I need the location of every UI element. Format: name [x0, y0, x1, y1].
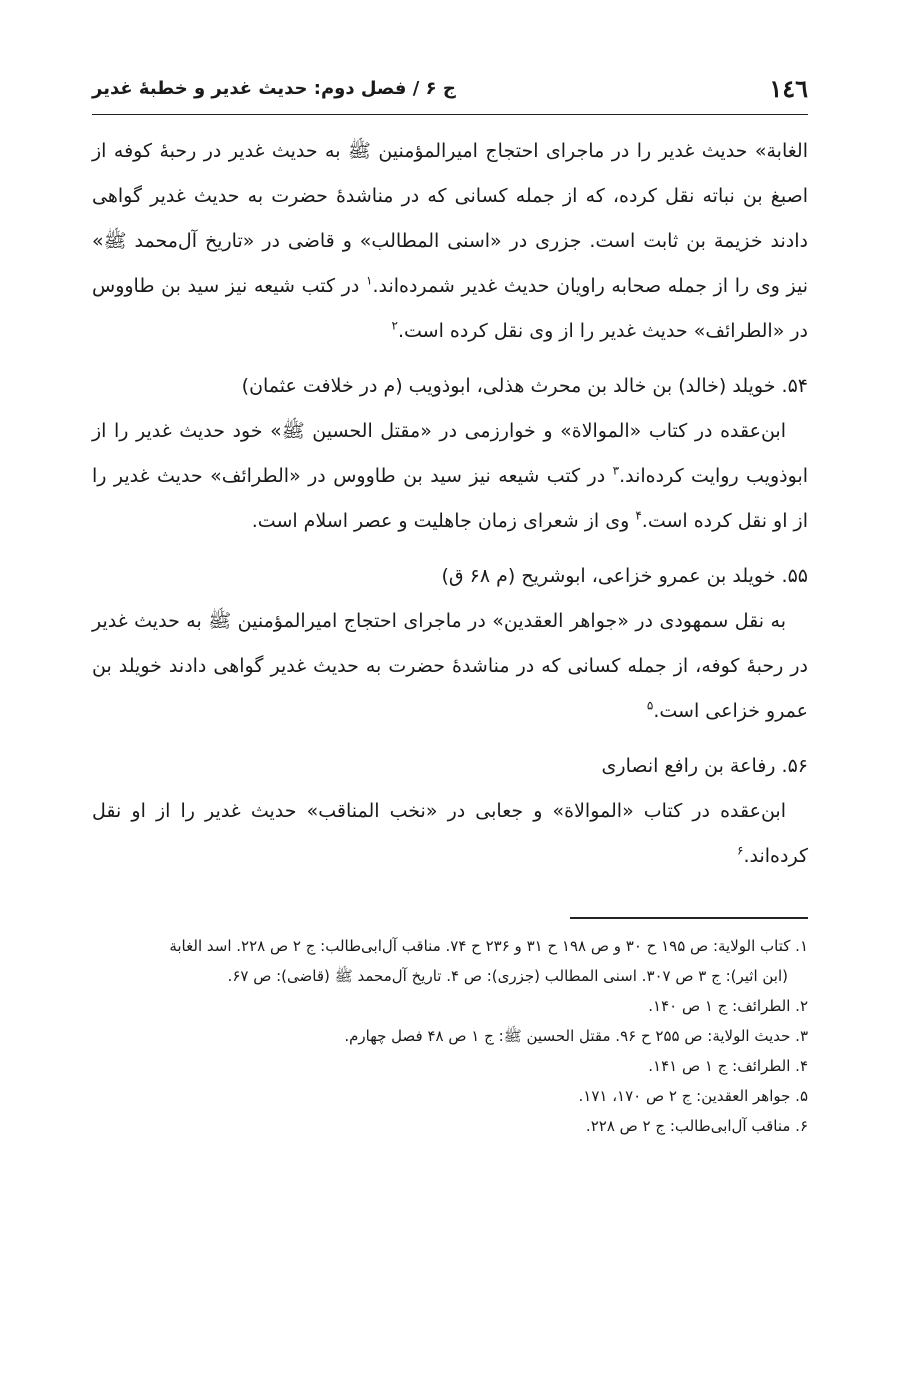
section-title: ۵۵. خویلد بن عمرو خزاعی، ابوشریح (م ۶۸ ق)	[441, 565, 808, 587]
paragraph-text: ابن‌عقده در کتاب «الموالاة» و جعابی در «نخب المناقب» حدیث غدیر را از او نقل کرده‌اند.	[92, 800, 808, 867]
footnote-1: ۱. کتاب الولایة: ص ۱۹۵ ح ۳۰ و ص ۱۹۸ ح ۳۱ و ۲۳۶ ح ۷۴. مناقب آل‌ابی‌طالب: ج ۲ ص ۲۲۸. اسد الغابة	[169, 937, 808, 955]
paragraph-text: در کتب شیعه نیز سید بن طاووس در «الطرائف» حدیث غدیر را از وی نقل کرده است.	[92, 275, 808, 342]
footnote-ref[interactable]: ۴	[635, 508, 642, 523]
footnote-4: ۴. الطرائف: ج ۱ ص ۱۴۱.	[648, 1057, 808, 1075]
page-header	[92, 68, 808, 115]
footnotes	[92, 931, 808, 1141]
section-title: ۵۶. رفاعة بن رافع انصاری	[601, 755, 808, 777]
section-paragraph	[92, 789, 808, 879]
section-54	[92, 364, 808, 544]
paragraph-text: وی از شعرای زمان جاهلیت و عصر اسلام است.	[251, 510, 630, 532]
section-title: ۵۴. خویلد (خالد) بن خالد بن محرث هذلی، ابوذویب (م در خلافت عثمان)	[241, 375, 808, 397]
book-page	[92, 68, 808, 1141]
paragraph-text: ابن‌عقده در کتاب «الموالاة» و خوارزمی در «مقتل الحسین ﷺ» خود حدیث غدیر را از ابوذویب روایت کرده‌اند.	[92, 420, 809, 487]
main-text	[92, 129, 808, 879]
footnote-ref[interactable]: ۵	[646, 698, 654, 713]
footnote-ref[interactable]: ۱	[365, 273, 373, 288]
page-number: ۱٤٦	[769, 74, 808, 103]
footnote-ref[interactable]: ۲	[391, 318, 398, 333]
footnote-1-continued: (ابن اثیر): ج ۳ ص ۳۰۷. اسنی المطالب (جزری): ص ۴. تاریخ آل‌محمد ﷺ (قاضی): ص ۶۷.	[227, 967, 788, 985]
footnote-3: ۳. حدیث الولایة: ص ۲۵۵ ح ۹۶. مقتل الحسین ﷺ: ج ۱ ص ۴۸ فصل چهارم.	[344, 1027, 808, 1045]
footnote-ref[interactable]: ۶	[737, 843, 744, 858]
footnote-2: ۲. الطرائف: ج ۱ ص ۱۴۰.	[648, 997, 808, 1015]
footnote-ref[interactable]: ۳	[612, 463, 620, 478]
section-55	[92, 554, 808, 734]
footnote-separator	[570, 917, 808, 919]
section-paragraph	[92, 409, 808, 544]
paragraph-text: در کتب شیعه نیز سید بن طاووس در «الطرائف» حدیث غدیر را از او نقل کرده است.	[92, 465, 808, 532]
paragraph-text: به نقل سمهودی در «جواهر العقدین» در ماجرای احتجاج امیرالمؤمنین ﷺ به حدیث غدیر در رحبهٔ کوفه، از جمله کسانی که در مناشدهٔ حضرت به حدیث غدیر گواهی دادند خویلد بن عمرو خزاعی است.	[92, 610, 808, 722]
intro-paragraph	[92, 129, 808, 354]
footnote-6: ۶. مناقب آل‌ابی‌طالب: ج ۲ ص ۲۲۸.	[585, 1117, 808, 1135]
section-56	[92, 744, 808, 879]
running-title: ج ۶ / فصل دوم: حدیث غدیر و خطبهٔ غدیر	[92, 78, 456, 99]
section-paragraph	[92, 599, 808, 734]
footnote-5: ۵. جواهر العقدین: ج ۲ ص ۱۷۰، ۱۷۱.	[578, 1087, 808, 1105]
paragraph-text: الغابة» حدیث غدیر را در ماجرای احتجاج امیرالمؤمنین ﷺ به حدیث غدیر در رحبهٔ کوفه از اصبغ بن نباته نقل کرده، که از جمله کسانی که در مناشدهٔ حضرت به حدیث غدیر گواهی دادند خزیمة بن ثابت است. جزری در «اسنی المطالب» و قاضی در «تاریخ آل‌محمد ﷺ» نیز وی را از جمله صحابه راویان حدیث غدیر شمرده‌اند.	[92, 140, 809, 297]
